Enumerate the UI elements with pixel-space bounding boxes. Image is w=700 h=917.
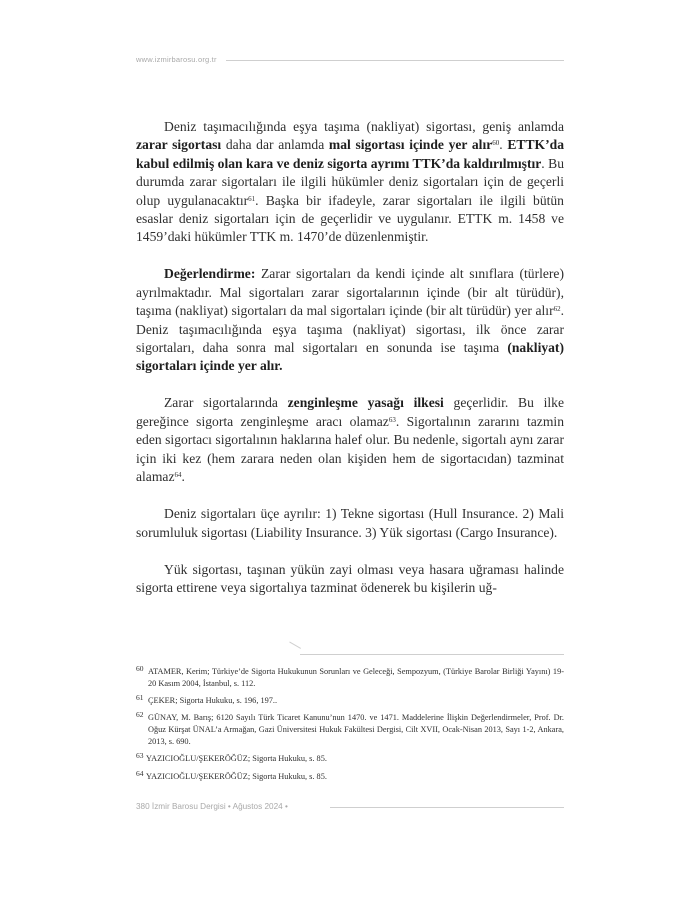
paragraph <box>136 394 564 486</box>
page-footer: 380 İzmir Barosu Dergisi • Ağustos 2024 • <box>136 802 288 811</box>
paragraph <box>136 505 564 542</box>
text-run: Yük sigortası, taşınan yükün zayi olması veya hasara uğraması halinde sigorta ettirene veya sigortalıya tazminat ödenerek bu kişilerin uğ- <box>136 561 564 595</box>
paragraph <box>136 118 564 247</box>
paragraph <box>136 265 564 375</box>
footnote-ref: 60 <box>492 139 500 148</box>
bold-text: zenginleşme yasağı ilkesi <box>287 395 444 411</box>
text-run: . Başka bir ifadeyle, zarar sigortaları ile ilgili bütün esaslar deniz sigortaları için de geçerlidir ve uygulanır. ETTK m. 1458 ve 1459’daki hükümler TTK m. 1470’de düzenlenmiştir. <box>136 192 564 245</box>
text-run: geçerlidir. Bu ilke gereğince sigorta zenginleşme aracı olamaz <box>136 395 564 429</box>
footnote-number: 64 <box>136 769 144 778</box>
text-run: Deniz taşımacılığında eşya taşıma (nakliyat) sigortası, geniş anlamda <box>164 119 564 134</box>
text-run: . <box>499 137 508 153</box>
footnote-text: ÇEKER; Sigorta Hukuku, s. 196, 197.. <box>148 696 278 705</box>
text-run: . Deniz taşımacılığında eşya taşıma (nakliyat) sigortası, ilk önce zarar sigortaları, daha sonra mal sigortaları en sonunda ise taşıma <box>136 303 564 356</box>
footnote-number: 60 <box>136 664 144 673</box>
footer-rule <box>330 807 564 808</box>
footnote <box>136 666 564 690</box>
footnote-text: GÜNAY, M. Barış; 6120 Sayılı Türk Ticaret Kanunu’nun 1470. ve 1471. Maddelerine İlişkin Değerlendirmeler, Prof. Dr. Oğuz Kürşat ÜNAL’a Armağan, Gazi Üniversitesi Hukuk Fakültesi Dergisi, Cilt XVII, Ocak-Nisan 2013, Sayı 1-2, Ankara, 2013, s. 690. <box>148 713 564 746</box>
text-run: . Sigortalının zararını tazmin eden sigortacı sigortalının haklarına halef olur. Bu nedenle, sigortalı aynı zarar için iki kez (hem zarara neden olan kişiden hem de sigortacıdan) tazminat alamaz <box>136 413 564 485</box>
bold-text: mal sigortası içinde yer alır <box>328 137 493 153</box>
footnote-number: 62 <box>136 710 144 719</box>
footnote <box>136 695 564 707</box>
header-rule <box>226 60 564 61</box>
bold-text: ETTK’da kabul edilmiş olan kara ve deniz sigorta ayrımı TTK’da kaldırılmıştır <box>136 137 564 171</box>
footnote-text: YAZICIOĞLU/ŞEKERÖĞÜZ; Sigorta Hukuku, s. 85. <box>146 754 327 763</box>
footnote-ref: 64 <box>174 471 182 480</box>
bold-text: zarar sigortası <box>136 137 222 153</box>
footnote-ref: 62 <box>553 305 561 314</box>
text-run: Zarar sigortaları da kendi içinde alt sınıflara (türlere) ayrılmaktadır. Mal sigortaları zarar sigortalarının içinde (bir alt türüdür), taşıma (nakliyat) sigortaları da mal sigortaları içinde (bir alt türüdür) yer alır <box>136 266 564 319</box>
bold-text: Değerlendirme: <box>164 266 256 282</box>
paragraph <box>136 561 564 598</box>
footnote <box>136 771 564 783</box>
footnotes <box>136 666 564 789</box>
bold-text: (nakliyat) sigortaları içinde yer alır. <box>136 340 564 374</box>
text-run: Deniz sigortaları üçe ayrılır: 1) Tekne sigortası (Hull Insurance. 2) Mali sorumluluk sigortası (Liability Insurance. 3) Yük sigortası (Cargo Insurance). <box>136 506 564 540</box>
footnote-number: 63 <box>136 751 144 760</box>
footnote <box>136 712 564 748</box>
header-url: www.izmirbarosu.org.tr <box>136 55 217 64</box>
footnote-ref: 63 <box>388 415 396 424</box>
text-run: Zarar sigortalarında <box>164 395 288 411</box>
footnote-separator <box>300 654 564 655</box>
footnote-ref: 61 <box>248 194 256 203</box>
body-text <box>136 118 564 616</box>
footnote-text: YAZICIOĞLU/ŞEKERÖĞÜZ; Sigorta Hukuku, s. 85. <box>146 772 327 781</box>
footnote-text: ATAMER, Kerim; Türkiye’de Sigorta Hukukunun Sorunları ve Geleceği, Sempozyum, (Türkiye Barolar Birliği Yayını) 19-20 Kasım 2004, İstanbul, s. 112. <box>148 667 564 688</box>
text-run: . <box>181 469 185 485</box>
footnote <box>136 753 564 765</box>
text-run: daha dar anlamda <box>221 137 329 153</box>
footnote-number: 61 <box>136 693 144 702</box>
text-run: . Bu durumda zarar sigortaları ile ilgili hükümler deniz sigortaları için de geçerli olup uygulanacaktır <box>136 155 564 208</box>
